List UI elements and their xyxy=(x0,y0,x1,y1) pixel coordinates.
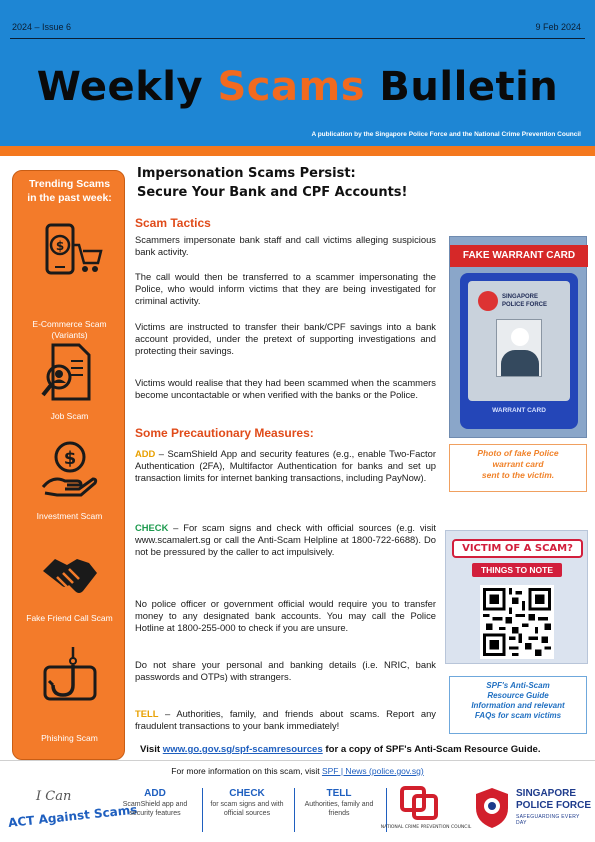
warrant-card-banner: FAKE WARRANT CARD xyxy=(450,245,588,267)
title-part2: Bulletin xyxy=(365,64,559,110)
handshake-icon xyxy=(39,545,101,607)
sidebar-label-fake-friend xyxy=(13,613,126,624)
visit-resource-line xyxy=(140,744,541,755)
police-paragraph: No police officer or government official would require you to transfer money to any designated bank accounts. You may call the Police Hotline at 1800-255-000 to check if you are unsure. xyxy=(135,598,436,633)
tactics-paragraph-4: Victims would realise that they had been scammed when the scammers become uncontactable or when verified with the banks or the Police. xyxy=(135,377,436,400)
ncpc-text: NATIONAL CRIME PREVENTION COUNCIL xyxy=(380,825,472,830)
warrant-card-label: WARRANT CARD xyxy=(492,407,546,414)
phone-hook-icon xyxy=(39,647,101,709)
caption1-line3: sent to the victim. xyxy=(481,470,555,480)
caption2-line4: FAQs for scam victims xyxy=(474,711,562,720)
label-investment: Investment Scam xyxy=(36,511,103,521)
footer-add-head: ADD xyxy=(144,788,166,799)
resource-guide-caption xyxy=(449,676,587,734)
sidebar-label-job xyxy=(13,411,126,422)
more-info-prefix: For more information on this scam, visit xyxy=(171,766,322,776)
footer-add xyxy=(112,788,198,818)
footer-check-sub: for scam signs and with official sources xyxy=(210,801,284,817)
footer-separator xyxy=(0,760,595,761)
fake-warrant-card-image xyxy=(449,236,587,438)
spf-tagline: SAFEGUARDING EVERY DAY xyxy=(516,814,580,826)
add-keyword: ADD xyxy=(135,448,156,459)
label-job: Job Scam xyxy=(50,411,89,421)
tactics-paragraph-3: Victims are instructed to transfer their bank/CPF savings into a bank account provided, under the pretext of supporting investigations and protecting their savings. xyxy=(135,321,436,356)
measures-title: Some Precautionary Measures: xyxy=(135,426,314,440)
title-highlight: Scams xyxy=(217,64,365,110)
card-lanyard-holder xyxy=(460,273,578,429)
footer-divider-1 xyxy=(202,788,203,832)
spf-name xyxy=(516,788,591,812)
svg-text:ACT Against Scams: ACT Against Scams xyxy=(7,802,138,830)
footer-tell-sub: Authorities, family and friends xyxy=(304,801,374,817)
victim-title: VICTIM OF A SCAM? xyxy=(452,539,583,558)
card-org-line2: POLICE FORCE xyxy=(502,302,548,308)
check-text: – For scam signs and check with official sources (e.g. visit www.scamalert.sg or call the Anti-Scam Helpline at 1800-722-6688). Do not be pressured by the caller to act impulsively. xyxy=(135,522,436,557)
caption1-line2: warrant card xyxy=(492,459,544,469)
caption2-line1: SPF's Anti-Scam xyxy=(486,681,550,690)
tell-keyword: TELL xyxy=(135,708,159,719)
sidebar-title xyxy=(13,177,126,205)
visit-prefix: Visit xyxy=(140,744,163,755)
sidebar-label-phishing xyxy=(13,733,126,744)
header-banner xyxy=(0,0,595,146)
footer-divider-2 xyxy=(294,788,295,832)
phone-cart-icon xyxy=(39,221,101,283)
victim-guide-image xyxy=(445,530,588,664)
coin-hand-icon xyxy=(39,439,101,501)
qr-code-icon[interactable] xyxy=(480,585,554,659)
trending-scams-sidebar xyxy=(12,170,125,760)
caption1-line1: Photo of fake Police xyxy=(477,448,559,458)
tell-text: – Authorities, family, and friends about scams. Report any fraudulent transactions to your bank immediately! xyxy=(135,708,436,731)
warrant-card-caption xyxy=(449,444,587,492)
sidebar-label-ecommerce xyxy=(13,319,126,341)
sidebar-title-line2: in the past week: xyxy=(27,192,112,204)
label-phishing: Phishing Scam xyxy=(41,733,98,743)
spf-line1: SINGAPORE xyxy=(516,788,577,799)
svg-text:$: $ xyxy=(63,448,77,469)
footer-tell xyxy=(296,788,382,818)
footer-check-head: CHECK xyxy=(229,788,265,799)
title-part1: Weekly xyxy=(36,64,218,110)
i-can-act-against-scams-logo xyxy=(6,784,138,834)
tactics-paragraph-2: The call would then be transferred to a scammer impersonating the Police, who would inform victims that they are being investigated for criminal activity. xyxy=(135,271,436,306)
tactics-paragraph-1: Scammers impersonate bank staff and call victims alleging suspicious bank activity. xyxy=(135,234,436,257)
footer-add-sub: ScamShield app and security features xyxy=(122,801,188,817)
more-info-line xyxy=(0,766,595,776)
tell-paragraph xyxy=(135,708,436,732)
visit-suffix: for a copy of SPF's Anti-Scam Resource Guide. xyxy=(322,744,541,755)
caption2-line3: Information and relevant xyxy=(471,701,565,710)
blurred-face xyxy=(511,328,529,346)
add-text: – ScamShield App and security features (e.g., enable Two-Factor Authentication (2FA), Multifactor Authentication for banks and set up transaction limits for internet banking transactions, including PayNow). xyxy=(135,448,436,483)
job-search-icon xyxy=(39,341,101,403)
footer-tell-head: TELL xyxy=(326,788,352,799)
footer xyxy=(0,780,595,842)
orange-divider-bar xyxy=(0,146,595,156)
article-headline xyxy=(137,164,407,202)
label-ecommerce-line2: (Variants) xyxy=(51,330,88,340)
resource-guide-link[interactable]: www.go.gov.sg/spf-scamresources xyxy=(162,744,323,755)
footer-check xyxy=(204,788,290,818)
add-paragraph xyxy=(135,448,436,484)
headline-line1: Impersonation Scams Persist: xyxy=(137,166,356,181)
bulletin-title xyxy=(0,64,595,110)
issue-number: 2024 – Issue 6 xyxy=(12,22,72,32)
spf-line2: POLICE FORCE xyxy=(516,800,592,811)
issue-date: 9 Feb 2024 xyxy=(535,22,581,32)
check-keyword: CHECK xyxy=(135,522,169,533)
headline-line2: Secure Your Bank and CPF Accounts! xyxy=(137,185,408,200)
spf-crest-icon xyxy=(472,786,512,830)
scam-tactics-title: Scam Tactics xyxy=(135,216,211,230)
svg-text:$: $ xyxy=(55,239,65,253)
card-face xyxy=(468,281,570,401)
svg-text:I Can: I Can xyxy=(36,789,72,804)
victim-subtitle: THINGS TO NOTE xyxy=(472,563,562,577)
caption2-line2: Resource Guide xyxy=(487,691,549,700)
publisher-line: A publication by the Singapore Police Force and the National Crime Prevention Council xyxy=(311,131,581,138)
uniform-shoulders xyxy=(501,350,539,376)
sidebar-title-line1: Trending Scams xyxy=(28,178,111,190)
share-paragraph: Do not share your personal and banking details (i.e. NRIC, bank passwords and OTPs) with strangers. xyxy=(135,659,436,682)
card-org-line1: SINGAPORE xyxy=(502,294,539,300)
spf-logo xyxy=(470,784,592,834)
check-paragraph xyxy=(135,522,436,558)
header-divider xyxy=(10,38,585,39)
ncpc-logo xyxy=(380,786,472,834)
label-fake-friend: Fake Friend Call Scam xyxy=(26,613,113,623)
card-photo xyxy=(496,319,542,377)
spf-news-link[interactable]: SPF | News (police.gov.sg) xyxy=(321,766,424,776)
police-crest-icon xyxy=(478,291,498,311)
sidebar-label-investment xyxy=(13,511,126,522)
label-ecommerce-line1: E-Commerce Scam xyxy=(32,319,107,329)
card-org-name xyxy=(502,293,547,309)
